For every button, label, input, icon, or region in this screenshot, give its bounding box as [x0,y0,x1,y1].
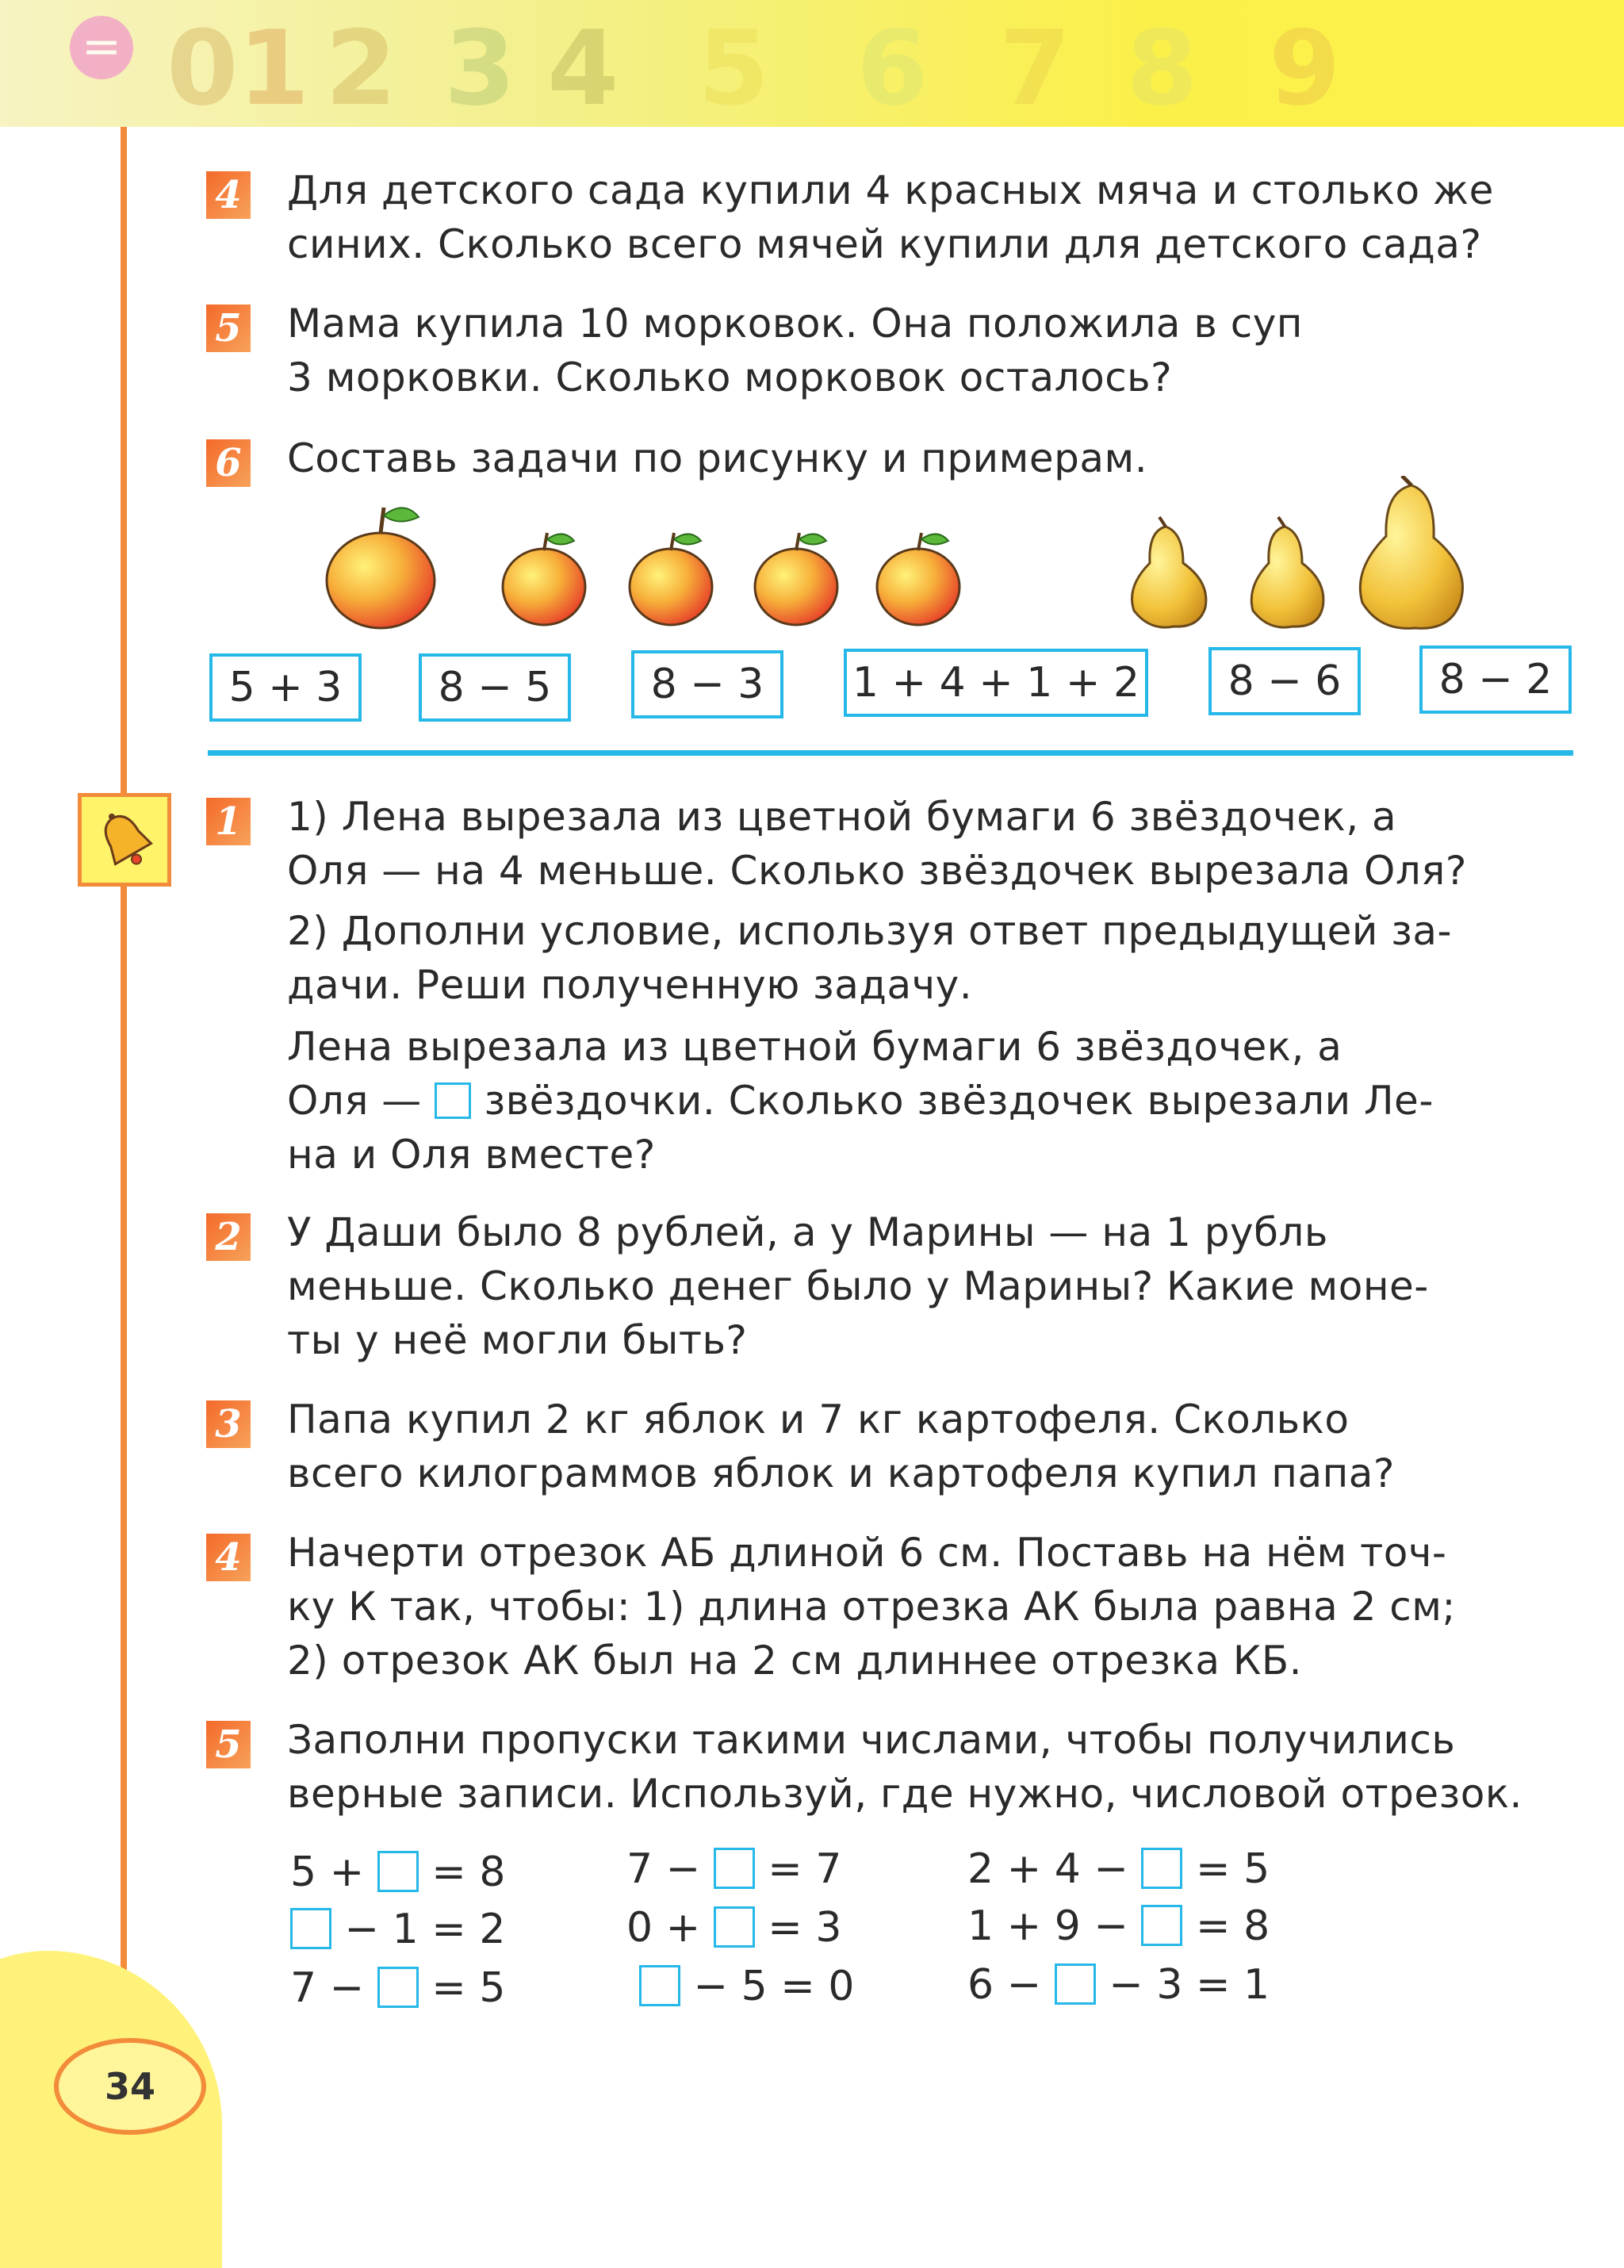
task-number-badge: 4 [206,171,251,219]
equation-left: 5 + [290,1848,377,1896]
answer-blank-box[interactable] [435,1082,471,1119]
header-band [0,0,1624,127]
equation-left: 0 + [626,1904,714,1952]
answer-blank-box[interactable] [377,1967,419,2008]
answer-blank-box[interactable] [290,1908,331,1949]
equation [967,1959,1270,2011]
equation [290,1903,505,1956]
expression-box: 5 + 3 [209,653,362,722]
equation-right: = 8 [1182,1902,1270,1950]
apple-icon [503,533,585,625]
header-digit: 4 [547,8,619,128]
answer-blank-box[interactable] [1055,1963,1096,2005]
task-text: Мама купила 10 морковок. Она положила в суп 3 морковки. Сколько морковок осталось? [287,301,1303,400]
answer-blank-box[interactable] [714,1906,755,1948]
equation-right: − 3 = 1 [1095,1961,1270,2009]
header-digit: 3 [444,8,516,128]
equation [290,1962,505,2014]
answer-blank-box[interactable] [377,1851,419,1892]
task-number-badge: 5 [206,1721,251,1768]
answer-blank-box[interactable] [1141,1905,1182,1946]
task-number-badge: 1 [206,798,251,845]
apple-icon [755,533,837,625]
task-number-badge: 4 [206,1534,251,1581]
task-text-part3 [287,1020,1572,1182]
header-digit: 2 [325,8,397,128]
header-digit: 1 [238,8,310,128]
equation-left: 7 − [290,1964,377,2012]
equation [967,1900,1270,1952]
task-text: У Даши было 8 рублей, а у Марины — на 1 рубль меньше. Сколько денег было у Марины? Какие моне- ты у неё могли быть? [287,1209,1429,1363]
task-text: Для детского сада купили 4 красных мяча и столько же синих. Сколько всего мячей купили для детского сада? [287,167,1494,267]
apple-icon [630,533,712,625]
pear-icon [1360,476,1462,628]
header-digit: 8 [1126,8,1198,128]
apple-icon [877,533,959,625]
answer-blank-box[interactable] [1141,1848,1182,1889]
expression-box: 8 − 5 [419,653,571,722]
pear-icon [1251,517,1323,627]
answer-blank-box[interactable] [714,1848,755,1889]
header-digit: 5 [698,8,770,128]
task-text: Папа купил 2 кг яблок и 7 кг картофеля. Сколько всего килограммов яблок и картофеля купил папа? [287,1396,1395,1496]
task-text-part1: 1) Лена вырезала из цветной бумаги 6 звёздочек, а Оля — на 4 меньше. Сколько звёздочек вырезала Оля? [287,794,1467,894]
equation-right: − 5 = 0 [680,1963,855,2010]
apple-icon [327,508,435,628]
header-digit: 9 [1269,8,1341,128]
bell-box [78,793,171,887]
task-text-part3-b: звёздочки. Сколько звёздочек вырезали Ле- на и Оля вместе? [287,1078,1434,1178]
task-text-part2: 2) Дополни условие, используя ответ предыдущей за- дачи. Реши полученную задачу. [287,908,1453,1008]
equation-left: 6 − [967,1961,1055,2009]
pear-icon [1132,517,1206,627]
equation-right: = 8 [418,1848,506,1896]
equation [626,1902,841,1954]
left-margin-line [121,127,127,2062]
equation-right: = 5 [418,1964,506,2012]
fruit-illustration [301,476,1507,634]
task-number-badge: 2 [206,1213,251,1261]
section-divider [208,750,1573,756]
equation [967,1843,1270,1895]
task-text: Заполни пропуски такими числами, чтобы получились верные записи. Используй, где нужно, числовой отрезок. [287,1717,1522,1817]
expression-box: 8 − 3 [631,650,783,718]
expression-box: 8 − 2 [1419,646,1572,714]
equation-left: 7 − [626,1845,714,1893]
page-number: 34 [54,2038,206,2135]
equation-left: 1 + 9 − [967,1902,1142,1950]
header-digit: 7 [999,8,1071,128]
expression-box: 8 − 6 [1208,647,1361,715]
task-text: Составь задачи по рисунку и примерам. [287,435,1148,481]
equation [626,1843,841,1895]
header-digit: 0 [167,8,239,128]
task-number-badge: 6 [206,439,251,487]
header-equals-badge: = [70,16,133,79]
equation-right: = 5 [1182,1845,1270,1893]
task-number-badge: 3 [206,1400,251,1448]
task-number-badge: 5 [206,305,251,352]
expression-box: 1 + 4 + 1 + 2 [844,649,1148,717]
task-text-part3-a: Лена вырезала из цветной бумаги 6 звёздочек, а Оля — [287,1024,1342,1124]
task-text: Начерти отрезок АБ длиной 6 см. Поставь на нём точ- ку К так, чтобы: 1) длина отрезка АК была равна 2 см; 2) отрезок АК был на 2 см длиннее отрезка КБ. [287,1530,1456,1684]
equation-right: = 3 [754,1904,842,1952]
equation-left: 2 + 4 − [967,1845,1142,1893]
bell-icon [91,806,161,876]
answer-blank-box[interactable] [639,1965,680,2006]
equation [639,1960,854,2013]
equation-right: = 7 [754,1845,842,1893]
equation [290,1846,505,1898]
header-digit: 6 [856,8,929,128]
equation-right: − 1 = 2 [331,1906,506,1953]
